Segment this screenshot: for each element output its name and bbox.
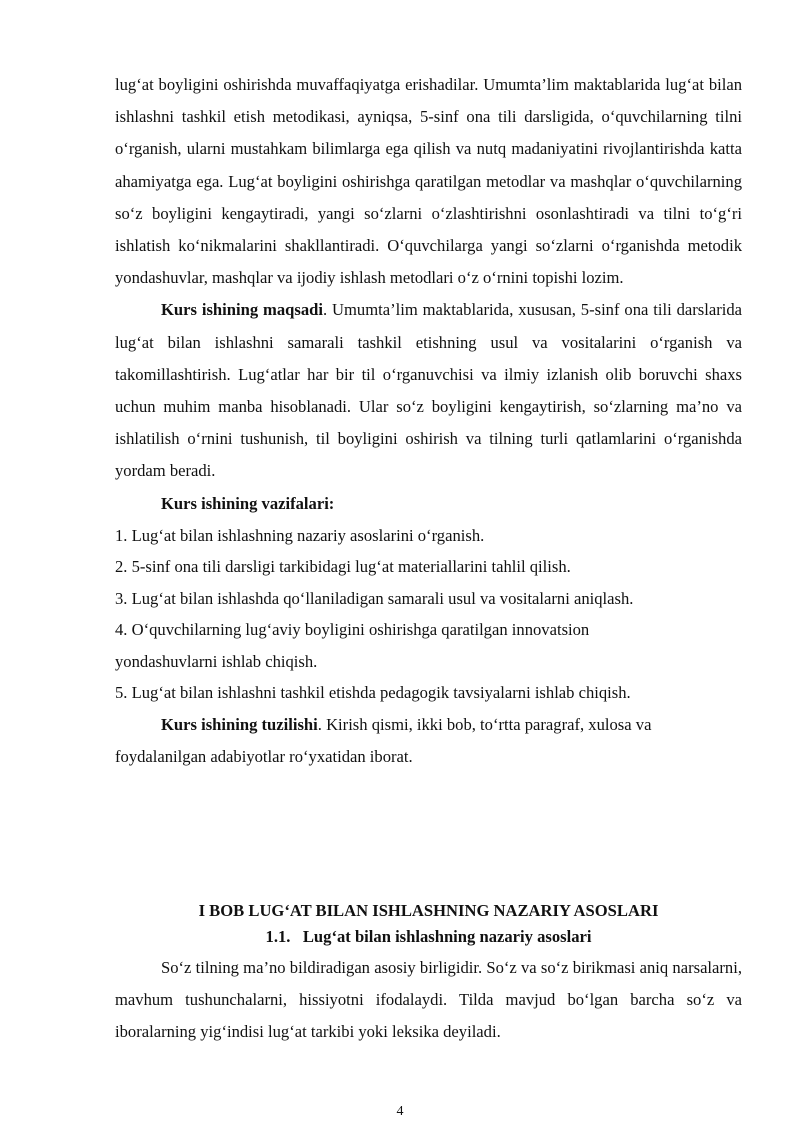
structure-paragraph (115, 709, 742, 773)
list-item: 5. Lug‘at bilan ishlashni tashkil etishda pedagogik tavsiyalarni ishlab chiqish. (115, 683, 631, 703)
list-item: 1. Lug‘at bilan ishlashning nazariy asoslarini o‘rganish. (115, 525, 485, 545)
section-paragraph: So‘z tilning ma’no bildiradigan asosiy birligidir. So‘z va so‘z birikmasi aniq narsalarni, mavhum tushunchalarni, hissiyotni ifodalaydi. Tilda mavjud bo‘lgan barcha so‘z va iboralarning yig‘indisi lug‘at tarkibi yoki leksika deyiladi. (115, 958, 742, 1041)
body-text (115, 69, 742, 773)
tasks-list (115, 520, 742, 709)
list-item: 2. 5-sinf ona tili darsligi tarkibidagi lug‘at materiallarini tahlil qilish. (115, 557, 571, 577)
section-title: 1.1. Lug‘at bilan ishlashning nazariy asoslari (265, 927, 592, 946)
intro-paragraph: lug‘at boyligini oshirishda muvaffaqiyatga erishadilar. Umumta’lim maktablarida lug‘at bilan ishlashni tashkil etish metodikasi, ayniqsa, 5-sinf ona tili darsligida, o‘quvchilarning tilni o‘rganish, ularni mustahkam bilimlarga ega qilish va nutq madaniyatini rivojlantirishda katta ahamiyatga ega. Lug‘at boyligini oshirishga qaratilgan metodlar va mashqlar o‘quvchilarning so‘z boyligini kengaytiradi, yangi so‘zlarni o‘zlashtirishni osonlashtiradi va tilni to‘g‘ri ishlatish ko‘nikmalarini shakllantiradi. O‘quvchilarga yangi so‘zlarni o‘rganishda metodik yondashuvlar, mashqlar va ijodiy ishlash metodlari o‘z o‘rnini topishi lozim. (115, 75, 742, 288)
goal-text: . Umumta’lim maktablarida, xususan, 5-sinf ona tili darslarida lug‘at bilan ishlashni samarali tashkil etishning usul va vositalarini o‘rganish va takomillashtirish. Lug‘atlar har bir til o‘rganuvchisi va ilmiy izlanish olib boruvchi shaxs uchun muhim manba hisoblanadi. Ular so‘z boyligini kengaytirish, so‘zlarning ma’no va ishlatilish o‘rnini tushunish, til boyligini oshirish va tilning turli qatlamlarini o‘rganishda yordam beradi. (115, 300, 743, 481)
chapter-heading (115, 898, 742, 950)
goal-label: Kurs ishining maqsadi (161, 300, 323, 320)
structure-text: . Kirish qismi, ikki bob, to‘rtta paragraf, xulosa va foydalanilgan adabiyotlar ro‘yxatidan iborat. (115, 714, 652, 767)
tasks-label: Kurs ishining vazifalari: (161, 493, 335, 513)
chapter-title: I BOB LUG‘AT BILAN ISHLASHNING NAZARIY ASOSLARI (198, 901, 659, 920)
page-number: 4 (396, 1104, 404, 1119)
list-item: 4. O‘quvchilarning lug‘aviy boyligini oshirishga qaratilgan innovatsion yondashuvlarni ishlab chiqish. (115, 620, 590, 671)
list-item: 3. Lug‘at bilan ishlashda qo‘llaniladigan samarali usul va vositalarni aniqlash. (115, 588, 634, 608)
goal-paragraph (115, 294, 742, 487)
section-body (115, 952, 742, 1048)
structure-label: Kurs ishining tuzilishi (161, 714, 318, 734)
